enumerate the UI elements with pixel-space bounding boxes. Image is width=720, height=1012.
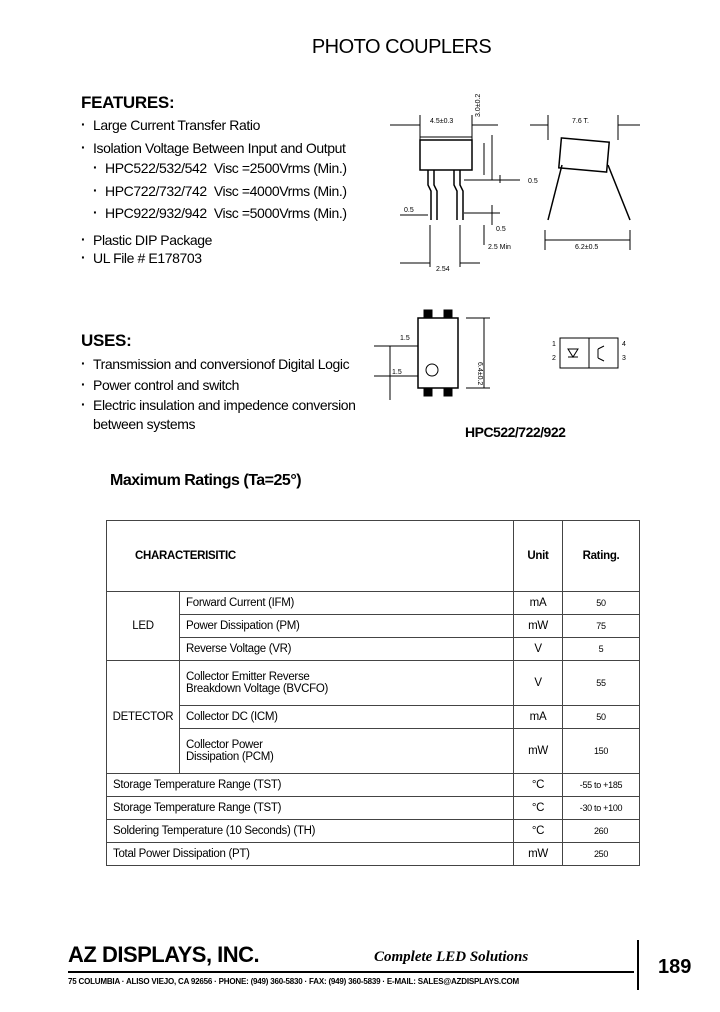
cell-characteristic: Collector DC (ICM) [180,706,514,729]
table-row [107,706,640,729]
table-row [107,774,640,797]
dim-label: 0.5 [496,226,506,233]
company-address: 75 COLUMBIA · ALISO VIEJO, CA 92656 · PHONE: (949) 360-5830 · FAX: (949) 360-5839 · E-MAIL: SALES@AZDISPLAYS.COM [68,977,520,986]
dim-label: 6.2±0.5 [575,244,599,251]
cell-line: Collector Power [186,739,263,751]
footer-vertical-divider [637,940,639,990]
cell-unit: mA [514,706,563,729]
cell-characteristic: Reverse Voltage (VR) [180,638,514,661]
cell-characteristic: Storage Temperature Range (TST) [107,797,514,820]
cell-characteristic [180,729,514,774]
cell-unit: °C [514,797,563,820]
cell-characteristic: Total Power Dissipation (PT) [107,843,514,866]
cell-rating: 50 [563,592,640,615]
uses-list [81,354,356,434]
cell-characteristic: Soldering Temperature (10 Seconds) (TH) [107,820,514,843]
led-symbol [568,349,578,357]
cell-line: Collector Emitter Reverse [186,671,310,683]
dim-label: 4.5±0.3 [430,118,454,125]
list-item [81,203,347,224]
dim-label: 7.6 T. [572,118,589,125]
list-item: · Large Current Transfer Ratio [81,115,347,136]
header-rating: Rating. [563,521,640,592]
list-item: · UL File # E178703 [81,248,347,269]
package-outline-drawing [380,85,650,275]
footer-divider [68,971,634,973]
page-number: 189 [658,956,692,978]
model-name: HPC522/532/542 [105,160,207,176]
dim-label: 2.54 [436,266,450,273]
optocoupler-schematic [548,334,630,374]
cell-line: Dissipation (PCM) [186,751,274,763]
list-item [81,181,347,202]
dim-label: 3.0±0.2 [475,93,482,117]
isolation-spec: Visc =2500Vrms (Min.) [213,160,347,176]
header-unit: Unit [514,521,563,592]
cell-characteristic: Forward Current (IFM) [180,592,514,615]
cell-unit: mW [514,615,563,638]
table-row [107,615,640,638]
cell-rating: -30 to +100 [563,797,640,820]
cell-unit: V [514,661,563,706]
ratings-table [106,520,640,866]
cell-unit: mW [514,843,563,866]
cell-characteristic: Power Dissipation (PM) [180,615,514,638]
pin-number: 2 [552,355,556,362]
list-item: · Isolation Voltage Between Input and Output [81,138,347,159]
group-label-detector: DETECTOR [107,661,180,774]
cell-rating: 5 [563,638,640,661]
page-title: PHOTO COUPLERS [311,36,492,58]
uses-heading: USES: [81,331,132,350]
cell-rating: 150 [563,729,640,774]
company-tagline: Complete LED Solutions [374,949,529,965]
features-heading: FEATURES: [81,93,175,112]
package-body-side [559,138,609,172]
cell-rating: 250 [563,843,640,866]
cell-unit: mW [514,729,563,774]
cell-rating: 50 [563,706,640,729]
list-item: · Power control and switch [81,375,356,396]
ratings-heading: Maximum Ratings (Ta=25°) [110,472,302,489]
phototransistor-symbol [598,346,604,361]
table-row [107,661,640,706]
dim-label: 2.5 Min [488,244,511,251]
cell-unit: °C [514,820,563,843]
table-row [107,843,640,866]
cell-characteristic [180,661,514,706]
package-top-view-drawing [370,300,500,410]
cell-rating: -55 to +185 [563,774,640,797]
isolation-spec: Visc =5000Vrms (Min.) [213,205,347,221]
table-row [107,820,640,843]
cell-unit: V [514,638,563,661]
model-name: HPC722/732/742 [105,182,207,199]
list-item-continuation: between systems [93,415,196,432]
cell-characteristic: Storage Temperature Range (TST) [107,774,514,797]
package-body-front [420,140,472,170]
pin-number: 3 [622,355,626,362]
pin-number: 1 [552,341,556,348]
list-item [81,158,347,179]
dim-label: 6.4±0.2 [476,362,483,386]
features-list [81,115,347,269]
cell-rating: 75 [563,615,640,638]
dim-label: 1.5 [400,335,410,342]
cell-unit: °C [514,774,563,797]
cell-rating: 55 [563,661,640,706]
package-top-body [418,318,458,388]
group-label-led: LED [107,592,180,661]
model-label: HPC522/722/922 [465,424,566,440]
dim-label: 1.5 [392,369,402,376]
company-name: AZ DISPLAYS, INC. [68,942,260,967]
cell-rating: 260 [563,820,640,843]
cell-unit: mA [514,592,563,615]
dim-label: 0.5 [528,178,538,185]
list-item: · Plastic DIP Package [81,230,347,251]
cell-line: Breakdown Voltage (BVCFO) [186,683,329,695]
header-characteristic: CHARACTERISITIC [107,521,514,592]
list-item: · Transmission and conversionof Digital Logic [81,354,356,375]
table-row [107,638,640,661]
list-item: · Electric insulation and impedence conversion [81,395,356,416]
pin-number: 4 [622,341,626,348]
model-name: HPC922/932/942 [105,205,207,221]
dim-label: 0.5 [404,207,414,214]
table-row [107,592,640,615]
table-row [107,729,640,774]
table-row [107,797,640,820]
table-header-row [107,521,640,592]
isolation-spec: Visc =4000Vrms (Min.) [213,182,347,199]
